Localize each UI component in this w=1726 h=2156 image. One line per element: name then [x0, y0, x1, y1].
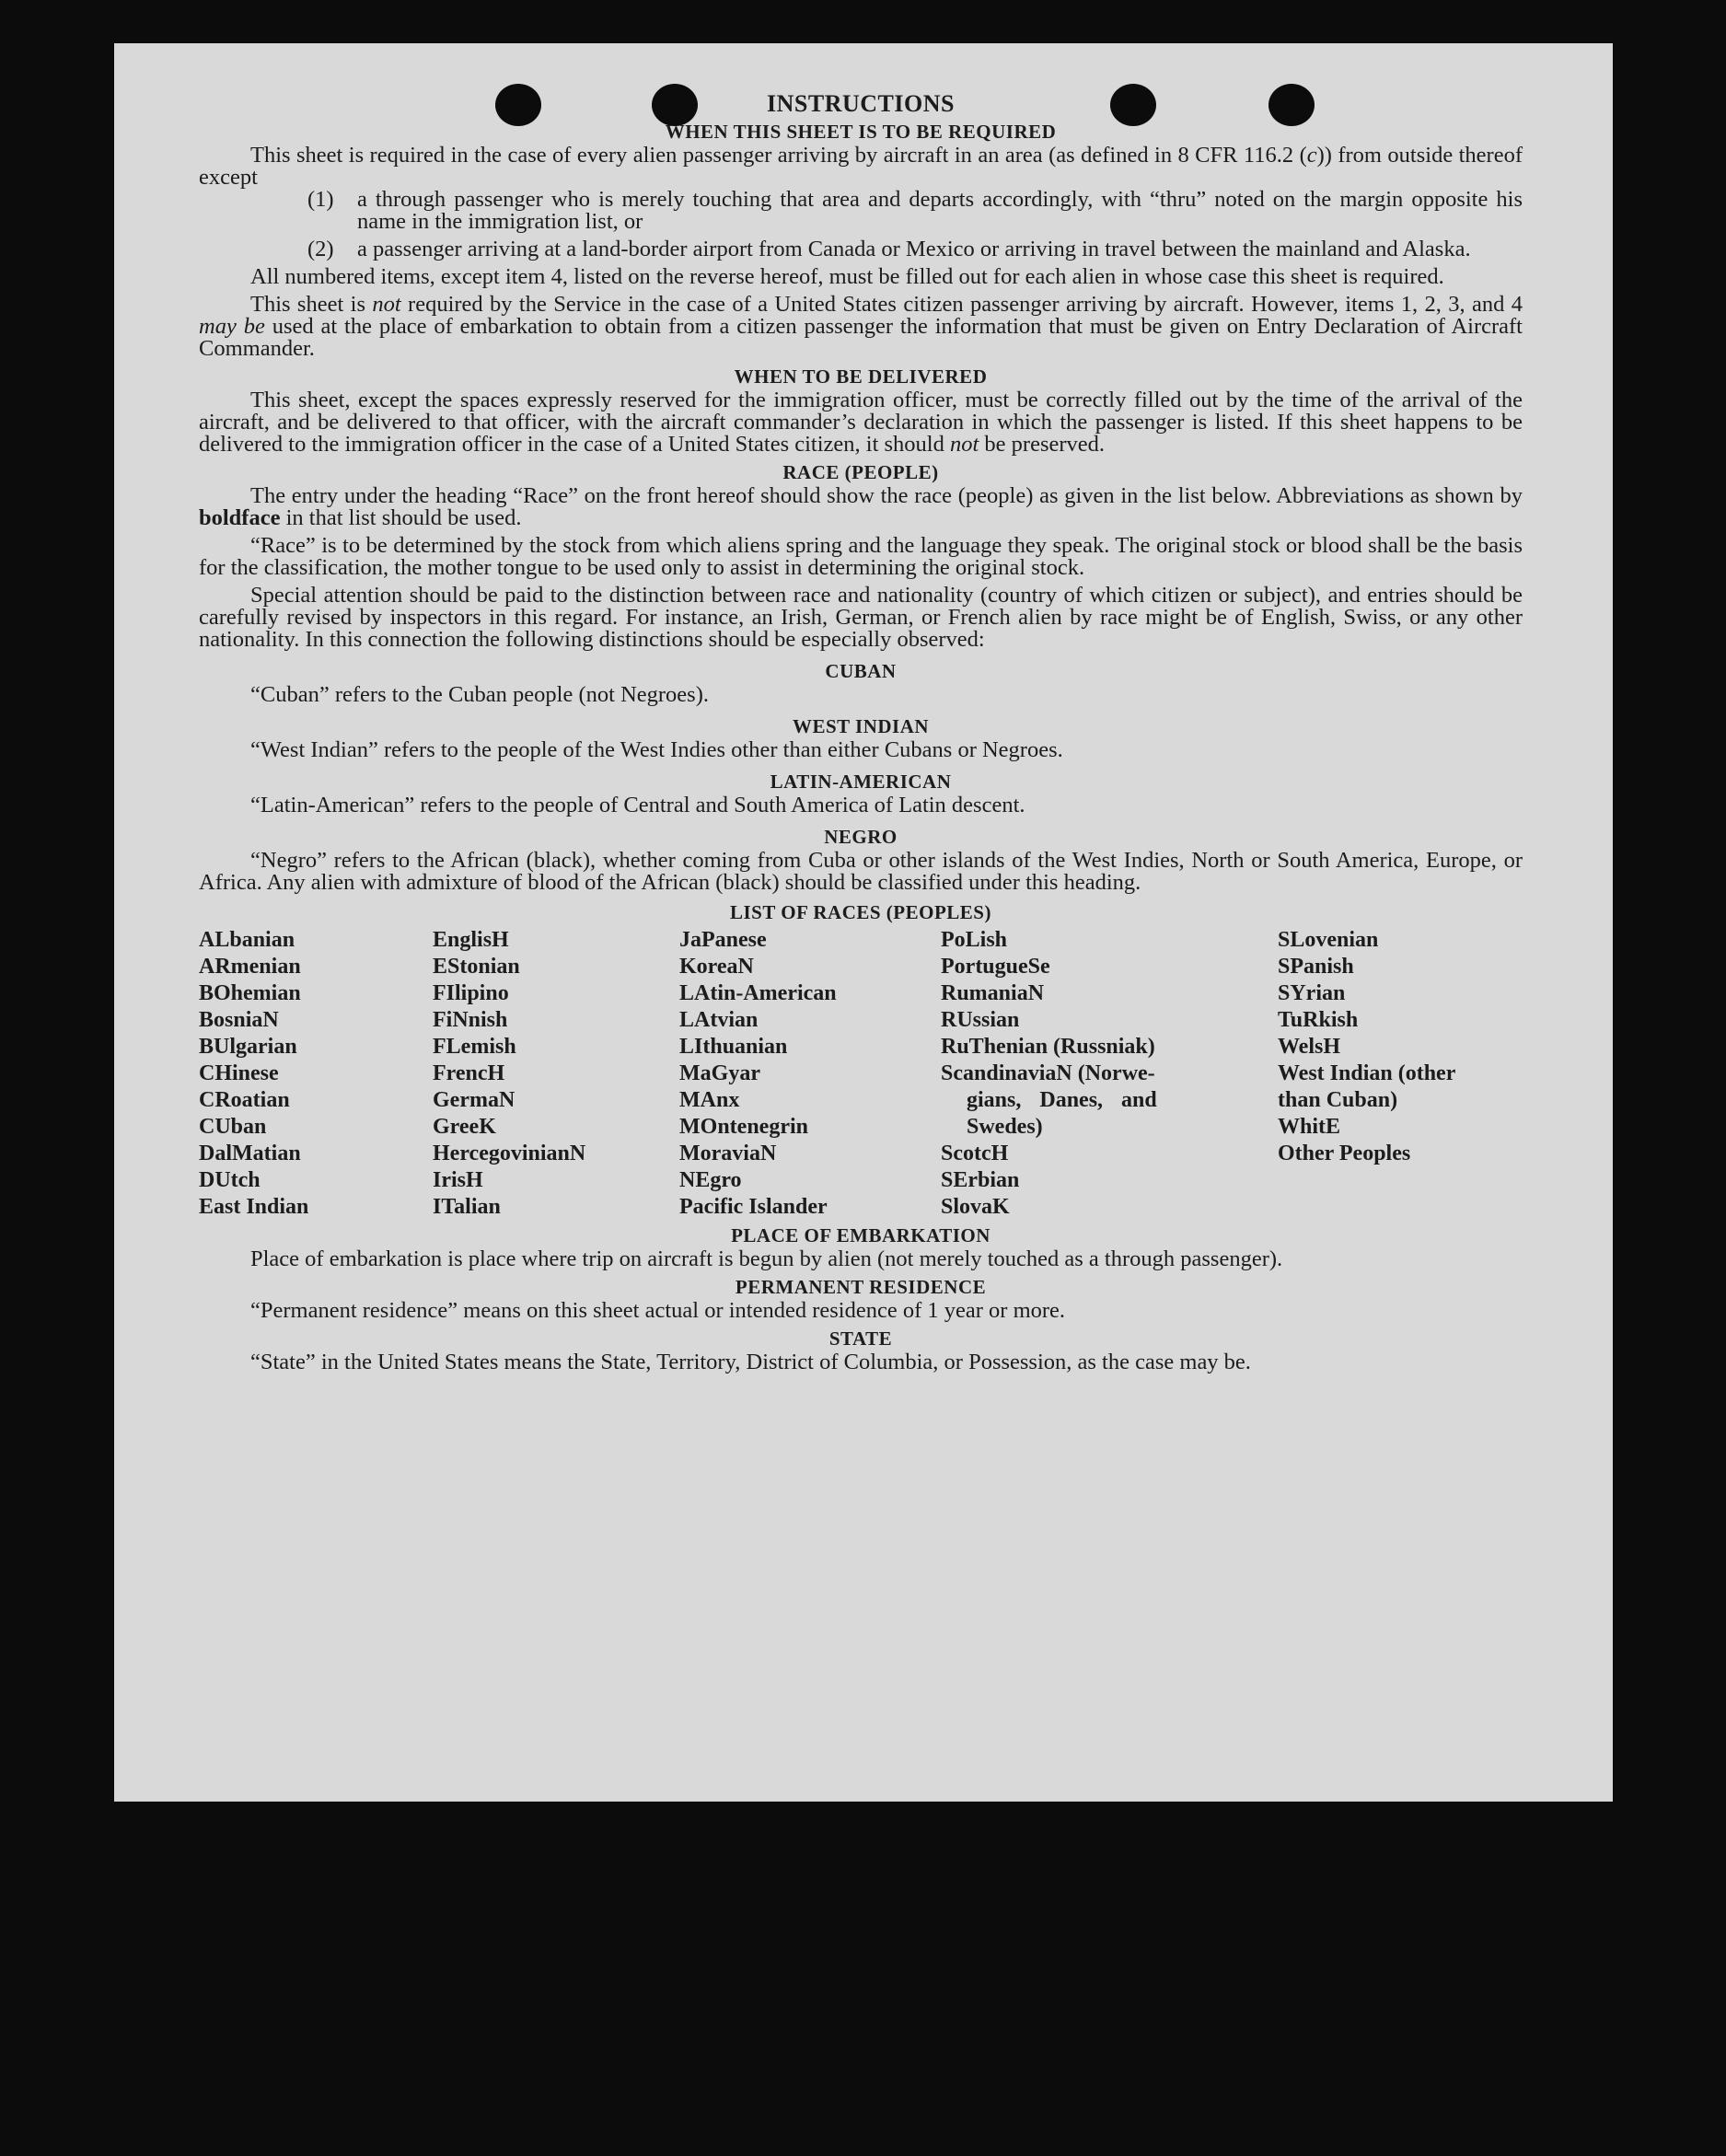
paragraph-race-stock: “Race” is to be determined by the stock from which aliens spring and the language they speak. The original stock or blood shall be the basis for the classification, the mother tongue to be used only to assist in determining the original stock. — [199, 533, 1523, 580]
race-item: FLemish — [433, 1035, 516, 1059]
race-item: LIthuanian — [679, 1035, 788, 1059]
race-item: FrencH — [433, 1061, 505, 1085]
paragraph-citizen: This sheet is not required by the Service in the case of a United States citizen passenger arriving by aircraft. However, items 1, 2, 3, and 4 may be used at the place of embarkation to obtain from a citizen passenger the information that must be given on Entry Declaration of Aircraft Commander. — [199, 292, 1523, 361]
races-column-2 — [433, 927, 679, 1221]
race-item: WelsH — [1278, 1035, 1341, 1059]
paragraph-negro: “Negro” refers to the African (black), whether coming from Cuba or other islands of the West Indies, North or South America, Europe, or Africa. Any alien with admixture of blood of the African (black) should be classified under this heading. — [199, 848, 1523, 895]
exception-item-1: (1) a through passenger who is merely touching that area and departs accordingly, with “thru” noted on the margin opposite his name in the immigration list, or — [307, 187, 1523, 234]
race-item: CHinese — [199, 1061, 279, 1085]
race-item: East Indian — [199, 1195, 309, 1219]
paragraph-delivered: This sheet, except the spaces expressly reserved for the immigration officer, must be correctly filled out by the time of the arrival of the aircraft, and be delivered to that officer, with the aircraft commander’s declaration in which the passenger is listed. If this sheet happens to be delivered to the immigration officer in the case of a United States citizen, it should not be preserved. — [199, 388, 1523, 457]
race-item-continuation: than Cuban) — [1278, 1088, 1398, 1112]
heading-when-delivered: WHEN TO BE DELIVERED — [734, 365, 988, 388]
heading-place-of-embarkation: PLACE OF EMBARKATION — [731, 1224, 990, 1246]
paragraph-west-indian: “West Indian” refers to the people of the West Indies other than either Cubans or Negroes. — [250, 737, 1063, 762]
race-item: MAnx — [679, 1088, 740, 1112]
page-title: INSTRUCTIONS — [767, 90, 955, 117]
heading-when-required: WHEN THIS SHEET IS TO BE REQUIRED — [665, 121, 1057, 143]
heading-negro: NEGRO — [824, 826, 898, 848]
heading-west-indian: WEST INDIAN — [792, 715, 930, 737]
race-item: KoreaN — [679, 955, 754, 979]
race-item: PortugueSe — [941, 955, 1050, 979]
document-sheet — [114, 43, 1613, 1802]
paragraph-latin-american: “Latin-American” refers to the people of Central and South America of Latin descent. — [250, 793, 1025, 817]
heading-permanent-residence: PERMANENT RESIDENCE — [735, 1276, 987, 1298]
exception-item-2: (2) a passenger arriving at a land-border airport from Canada or Mexico or arriving in travel between the mainland and Alaska. — [307, 237, 1471, 261]
race-item: Other Peoples — [1278, 1142, 1411, 1165]
paragraph-residence: “Permanent residence” means on this sheet actual or intended residence of 1 year or more. — [250, 1298, 1066, 1323]
race-item: PoLish — [941, 928, 1008, 952]
paragraph-race-nationality: Special attention should be paid to the distinction between race and nationality (country of which citizen or subject), and entries should be carefully revised by inspectors in this regard. For instance, an Irish, German, or French alien by race might be of English, Swiss, or any other nationality. In this connection the following distinctions should be especially observed: — [199, 583, 1523, 652]
heading-cuban: CUBAN — [825, 660, 897, 682]
race-item: MOntenegrin — [679, 1115, 808, 1139]
heading-list-of-races: LIST OF RACES (PEOPLES) — [730, 901, 991, 923]
paragraph-required: This sheet is required in the case of every alien passenger arriving by aircraft in an area (as defined in 8 CFR 116.2 (c)) from outside thereof except — [199, 143, 1523, 190]
race-item: BUlgarian — [199, 1035, 297, 1059]
race-item: EnglisH — [433, 928, 509, 952]
paragraph-numbered-items: All numbered items, except item 4, listed on the reverse hereof, must be filled out for each alien in whose case this sheet is required. — [250, 264, 1444, 289]
race-item: SErbian — [941, 1168, 1020, 1192]
race-item: SPanish — [1278, 955, 1354, 979]
race-item: CRoatian — [199, 1088, 290, 1112]
race-item: WhitE — [1278, 1115, 1341, 1139]
race-item: DalMatian — [199, 1142, 301, 1165]
race-item: GreeK — [433, 1115, 496, 1139]
races-column-1 — [199, 927, 433, 1221]
race-item: LAtvian — [679, 1008, 759, 1032]
race-item: ARmenian — [199, 955, 301, 979]
race-item: HercegovinianN — [433, 1142, 586, 1165]
race-item-continuation: Swedes) — [967, 1115, 1043, 1139]
heading-state: STATE — [828, 1327, 893, 1350]
race-item: Pacific Islander — [679, 1195, 828, 1219]
races-column-4 — [941, 927, 1278, 1221]
races-column-3 — [679, 927, 941, 1221]
race-item: IrisH — [433, 1168, 483, 1192]
race-item: RumaniaN — [941, 981, 1045, 1005]
race-item: FiNnish — [433, 1008, 508, 1032]
race-item: NEgro — [679, 1168, 742, 1192]
race-item: SYrian — [1278, 981, 1346, 1005]
race-item: West Indian (other — [1278, 1061, 1456, 1085]
race-item: GermaN — [433, 1088, 515, 1112]
race-item: ITalian — [433, 1195, 501, 1219]
race-item: MaGyar — [679, 1061, 760, 1085]
heading-latin-american: LATIN-AMERICAN — [770, 771, 952, 793]
document-body — [199, 90, 1523, 1374]
race-item: ALbanian — [199, 928, 295, 952]
paragraph-state: “State” in the United States means the State, Territory, District of Columbia, or Possession, as the case may be. — [250, 1350, 1251, 1374]
race-item: CUban — [199, 1115, 267, 1139]
race-item: MoraviaN — [679, 1142, 777, 1165]
race-item: DUtch — [199, 1168, 261, 1192]
heading-race: RACE (PEOPLE) — [782, 461, 939, 483]
race-item: BOhemian — [199, 981, 301, 1005]
race-item: RuThenian (Russniak) — [941, 1035, 1155, 1059]
race-item: ScandinaviaN (Norwe- — [941, 1061, 1155, 1085]
race-item: BosniaN — [199, 1008, 279, 1032]
race-item: RUssian — [941, 1008, 1020, 1032]
race-item: JaPanese — [679, 928, 767, 952]
race-item: SLovenian — [1278, 928, 1379, 952]
race-item: LAtin-American — [679, 981, 837, 1005]
paragraph-race-entry: The entry under the heading “Race” on the front hereof should show the race (people) as given in the list below. Abbreviations as shown by boldface in that list should be used. — [199, 483, 1523, 530]
race-item-continuation: gians, Danes, and — [967, 1088, 1157, 1112]
paragraph-embarkation: Place of embarkation is place where trip on aircraft is begun by alien (not merely touched as a through passenger). — [250, 1246, 1283, 1271]
race-item: ScotcH — [941, 1142, 1009, 1165]
races-list — [199, 927, 1523, 1221]
race-item: EStonian — [433, 955, 520, 979]
paragraph-cuban: “Cuban” refers to the Cuban people (not Negroes). — [250, 682, 709, 707]
race-item: FIlipino — [433, 981, 509, 1005]
race-item: SlovaK — [941, 1195, 1010, 1219]
races-column-5 — [1278, 927, 1521, 1221]
race-item: TuRkish — [1278, 1008, 1359, 1032]
